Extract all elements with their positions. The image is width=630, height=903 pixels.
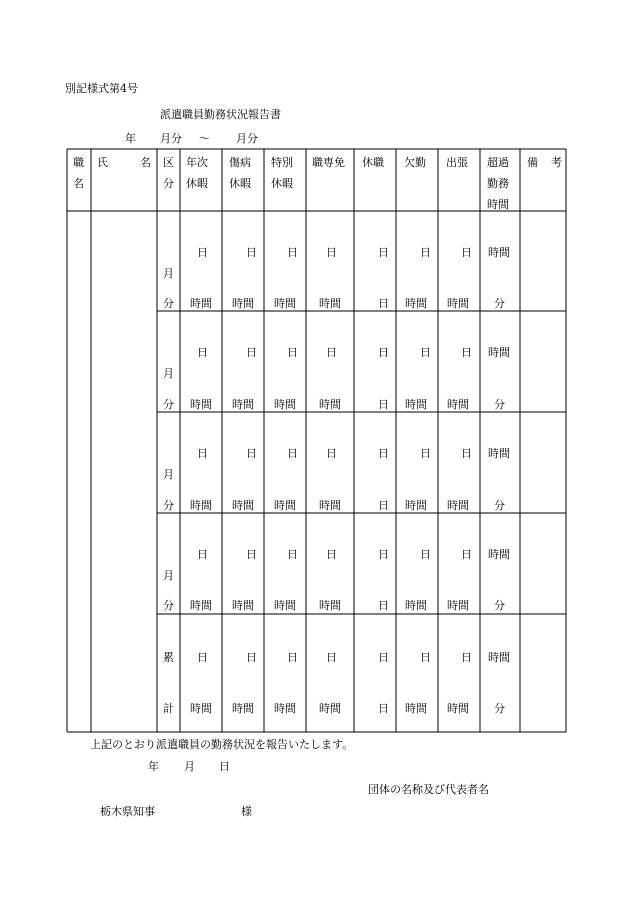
tokubetsu-day-unit: 日 <box>287 246 298 259</box>
shokusenmen-hours-unit: 時間 <box>319 297 341 310</box>
shobyo-hours-unit: 時間 <box>232 702 254 715</box>
kekkin-hours-unit: 時間 <box>405 297 427 310</box>
header-shoku: 名 <box>73 177 84 190</box>
tokubetsu-hours-unit: 時間 <box>274 499 296 512</box>
shokusenmen-day-unit: 日 <box>326 548 337 561</box>
kekkin-hours-unit: 時間 <box>405 499 427 512</box>
header-shobyo: 休暇 <box>229 177 251 190</box>
choka-minutes-unit: 分 <box>494 702 505 715</box>
tokubetsu-day-unit: 日 <box>287 651 298 664</box>
shutcho-hours-unit: 時間 <box>447 702 469 715</box>
nenji-day-unit: 日 <box>197 246 208 259</box>
shutcho-day-unit: 日 <box>461 346 472 359</box>
shobyo-day-unit: 日 <box>246 346 257 359</box>
header-choka: 時間 <box>487 198 509 211</box>
tokubetsu-hours-unit: 時間 <box>274 398 296 411</box>
date-year: 年 <box>148 760 159 773</box>
kekkin-hours-unit: 時間 <box>405 599 427 612</box>
kyushoku-day-unit-2: 日 <box>378 297 389 310</box>
header-choka: 勤務 <box>487 177 509 190</box>
header-nenji: 休暇 <box>186 177 208 190</box>
period-month-to: 月分 <box>236 132 258 145</box>
nenji-hours-unit: 時間 <box>190 297 212 310</box>
shokusenmen-day-unit: 日 <box>326 447 337 460</box>
kyushoku-day-unit-2: 日 <box>378 499 389 512</box>
shobyo-day-unit: 日 <box>246 548 257 561</box>
kyushoku-day-unit: 日 <box>378 346 389 359</box>
shokusenmen-day-unit: 日 <box>326 346 337 359</box>
kyushoku-day-unit-2: 日 <box>378 398 389 411</box>
kekkin-day-unit: 日 <box>420 346 431 359</box>
honorific-sama: 様 <box>241 805 252 818</box>
shutcho-hours-unit: 時間 <box>447 398 469 411</box>
nenji-day-unit: 日 <box>197 447 208 460</box>
choka-minutes-unit: 分 <box>494 297 505 310</box>
shokusenmen-hours-unit: 時間 <box>319 599 341 612</box>
nenji-hours-unit: 時間 <box>190 499 212 512</box>
date-day: 日 <box>219 760 230 773</box>
header-biko: 考 <box>551 156 562 169</box>
kekkin-hours-unit: 時間 <box>405 398 427 411</box>
shutcho-day-unit: 日 <box>461 246 472 259</box>
header-name: 名 <box>140 156 151 169</box>
tokubetsu-hours-unit: 時間 <box>274 297 296 310</box>
choka-minutes-unit: 分 <box>494 499 505 512</box>
bun-label: 分 <box>163 297 174 310</box>
header-kubun: 分 <box>163 177 174 190</box>
choka-hours-unit: 時間 <box>488 447 510 460</box>
shobyo-hours-unit: 時間 <box>232 297 254 310</box>
shokusenmen-hours-unit: 時間 <box>319 702 341 715</box>
tokubetsu-day-unit: 日 <box>287 346 298 359</box>
nenji-hours-unit: 時間 <box>190 599 212 612</box>
header-kekkin: 欠勤 <box>404 156 426 169</box>
shobyo-hours-unit: 時間 <box>232 398 254 411</box>
header-name: 氏 <box>97 156 108 169</box>
shobyo-day-unit: 日 <box>246 246 257 259</box>
statement: 上記のとおり派遣職員の勤務状況を報告いたします。 <box>90 738 354 751</box>
shutcho-hours-unit: 時間 <box>447 297 469 310</box>
shutcho-day-unit: 日 <box>461 651 472 664</box>
shutcho-hours-unit: 時間 <box>447 599 469 612</box>
header-shobyo: 傷病 <box>229 156 251 169</box>
kekkin-hours-unit: 時間 <box>405 702 427 715</box>
kyushoku-day-unit: 日 <box>378 548 389 561</box>
shokusenmen-hours-unit: 時間 <box>319 499 341 512</box>
form-number: 別記様式第4号 <box>65 82 138 95</box>
header-tokubetsu: 特別 <box>271 156 293 169</box>
month-label: 月 <box>163 367 174 380</box>
choka-hours-unit: 時間 <box>488 651 510 664</box>
bun-label: 分 <box>163 599 174 612</box>
kyushoku-day-unit-2: 日 <box>378 702 389 715</box>
shutcho-hours-unit: 時間 <box>447 499 469 512</box>
header-nenji: 年次 <box>186 156 208 169</box>
header-biko: 備 <box>527 156 538 169</box>
nenji-day-unit: 日 <box>197 346 208 359</box>
kyushoku-day-unit: 日 <box>378 447 389 460</box>
header-kubun: 区 <box>163 156 174 169</box>
shobyo-hours-unit: 時間 <box>232 499 254 512</box>
header-shokusenmen: 職専免 <box>312 156 345 169</box>
tokubetsu-hours-unit: 時間 <box>274 599 296 612</box>
header-choka: 超過 <box>487 156 509 169</box>
choka-hours-unit: 時間 <box>488 246 510 259</box>
header-shutcho: 出張 <box>446 156 468 169</box>
shobyo-day-unit: 日 <box>246 447 257 460</box>
addressee: 栃木県知事 <box>100 805 155 818</box>
month-label: 月 <box>163 267 174 280</box>
cumulative-label: 計 <box>163 702 174 715</box>
choka-minutes-unit: 分 <box>494 398 505 411</box>
date-month: 月 <box>184 760 195 773</box>
choka-hours-unit: 時間 <box>488 548 510 561</box>
kekkin-day-unit: 日 <box>420 246 431 259</box>
kekkin-day-unit: 日 <box>420 447 431 460</box>
period-year: 年 <box>125 132 136 145</box>
kekkin-day-unit: 日 <box>420 651 431 664</box>
header-shoku: 職 <box>73 156 84 169</box>
shokusenmen-day-unit: 日 <box>326 651 337 664</box>
nenji-hours-unit: 時間 <box>190 398 212 411</box>
shobyo-day-unit: 日 <box>246 651 257 664</box>
shokusenmen-hours-unit: 時間 <box>319 398 341 411</box>
kyushoku-day-unit: 日 <box>378 651 389 664</box>
choka-minutes-unit: 分 <box>494 599 505 612</box>
shokusenmen-day-unit: 日 <box>326 246 337 259</box>
nenji-day-unit: 日 <box>197 548 208 561</box>
bun-label: 分 <box>163 398 174 411</box>
nenji-hours-unit: 時間 <box>190 702 212 715</box>
shutcho-day-unit: 日 <box>461 548 472 561</box>
kyushoku-day-unit-2: 日 <box>378 599 389 612</box>
cumulative-label: 累 <box>163 651 174 664</box>
choka-hours-unit: 時間 <box>488 346 510 359</box>
tokubetsu-day-unit: 日 <box>287 548 298 561</box>
header-tokubetsu: 休暇 <box>271 177 293 190</box>
period-tilde: ～ <box>199 132 210 145</box>
nenji-day-unit: 日 <box>197 651 208 664</box>
org-name-label: 団体の名称及び代表者名 <box>368 783 489 796</box>
kyushoku-day-unit: 日 <box>378 246 389 259</box>
month-label: 月 <box>163 569 174 582</box>
period-month-from: 月分 <box>160 132 182 145</box>
tokubetsu-day-unit: 日 <box>287 447 298 460</box>
tokubetsu-hours-unit: 時間 <box>274 702 296 715</box>
month-label: 月 <box>163 468 174 481</box>
header-kyushoku: 休職 <box>362 156 384 169</box>
shobyo-hours-unit: 時間 <box>232 599 254 612</box>
document-title: 派遣職員勤務状況報告書 <box>160 108 281 121</box>
kekkin-day-unit: 日 <box>420 548 431 561</box>
shutcho-day-unit: 日 <box>461 447 472 460</box>
bun-label: 分 <box>163 499 174 512</box>
